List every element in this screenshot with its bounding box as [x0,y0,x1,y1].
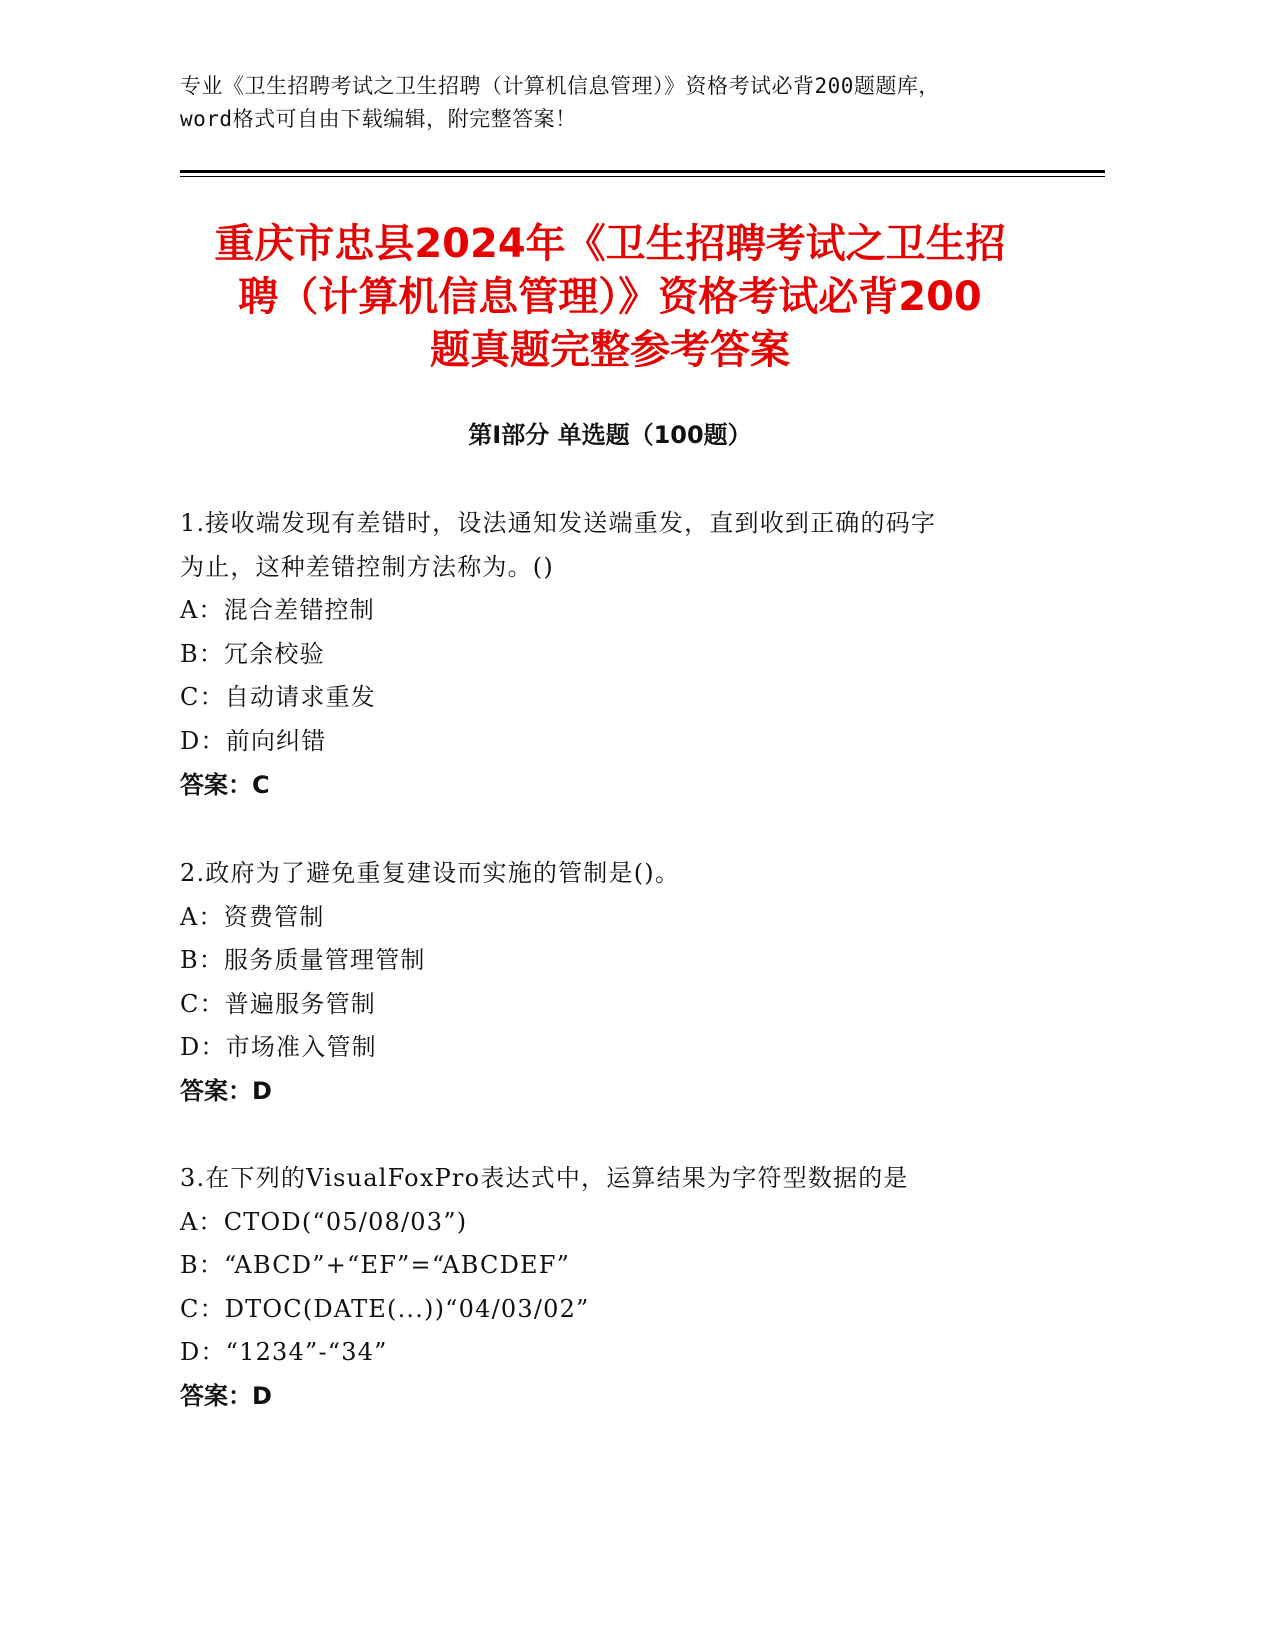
question-stem-line: 3.在下列的VisualFoxPro表达式中，运算结果为字符型数据的是 [180,1164,909,1192]
option-d: D：“1234”-“34” [180,1338,388,1367]
answer-line: 答案：C [180,770,270,799]
option-a: A：混合差错控制 [180,596,375,625]
option-c: C：自动请求重发 [180,683,376,712]
header-rule-thin [180,176,1105,177]
option-d: D：市场准入管制 [180,1033,377,1062]
document-title [170,218,1050,377]
document-title-line-2: 聘（计算机信息管理）》资格考试必背200 [238,274,982,320]
option-a: A：资费管制 [180,902,325,931]
question-stem-line: 1.接收端发现有差错时，设法通知发送端重发，直到收到正确的码字 [180,509,937,537]
option-a: A：CTOD(“05/08/03”) [180,1207,468,1236]
header-note [180,70,1100,136]
option-b: B：服务质量管理管制 [180,946,426,975]
header-rule-thick [180,170,1105,173]
option-d: D：前向纠错 [180,726,327,755]
answer-line: 答案：D [180,1381,272,1410]
option-c: C：普遍服务管制 [180,989,376,1018]
question-2 [180,852,1080,1114]
option-b: B：“ABCD”+“EF”=“ABCDEF” [180,1251,571,1280]
section-title: 第I部分 单选题（100题） [468,421,752,449]
question-stem-line: 2.政府为了避免重复建设而实施的管制是()。 [180,859,681,887]
answer-line: 答案：D [180,1076,272,1105]
option-c: C：DTOC(DATE(...))“04/03/02” [180,1294,590,1323]
option-b: B：冗余校验 [180,639,325,668]
document-title-line-1: 重庆市忠县2024年《卫生招聘考试之卫生招 [214,221,1006,267]
question-3 [180,1157,1080,1419]
document-title-line-3: 题真题完整参考答案 [430,327,790,373]
header-note-line-2: word格式可自由下载编辑，附完整答案！ [180,107,577,131]
question-1 [180,502,1080,807]
question-stem-line: 为止，这种差错控制方法称为。() [180,552,554,581]
header-note-line-1: 专业《卫生招聘考试之卫生招聘（计算机信息管理）》资格考试必背200题题库， [180,74,940,98]
